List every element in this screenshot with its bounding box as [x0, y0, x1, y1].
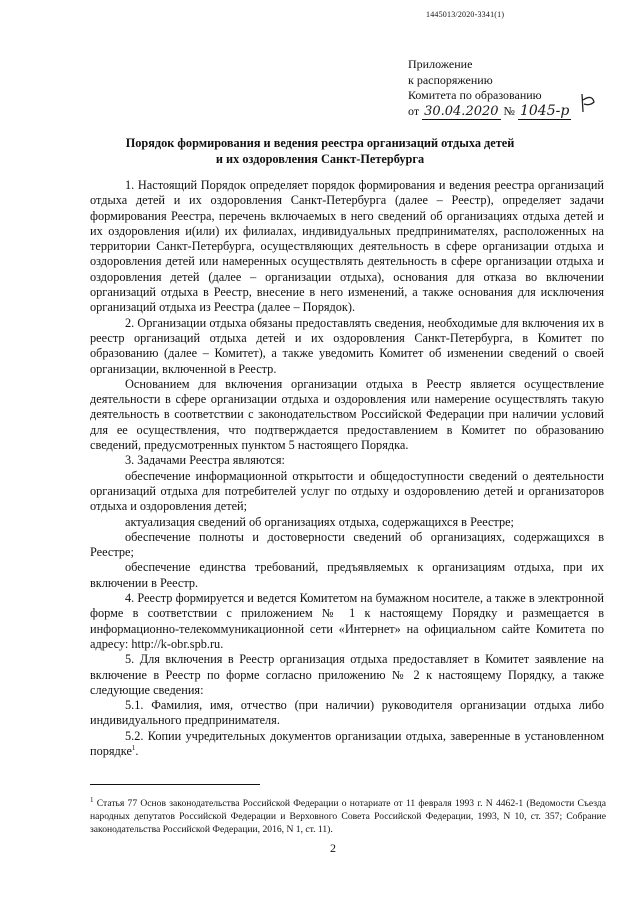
paragraph: обеспечение единства требований, предъявляемых к организациям отдыха, при их включении в Реестр.	[90, 560, 604, 590]
number-prefix: №	[503, 103, 515, 118]
paragraph: обеспечение информационной открытости и общедоступности сведений о деятельности организаций отдыха для потребителей услуг по отдыху и оздоровлению детей и организаторов отдыха и оздоровления детей;	[90, 468, 604, 514]
appendix-line: Приложение	[408, 57, 473, 71]
footnote-ref: 1	[131, 743, 136, 752]
document-id: 1445013/2020-3341(1)	[426, 10, 505, 19]
appendix-line: Комитета по образованию	[408, 88, 542, 102]
footnote-divider	[90, 784, 260, 785]
document-body	[90, 178, 604, 759]
paragraph: 5. Для включения в Реестр организация отдыха предоставляет в Комитет заявление на включение в Реестр по форме согласно приложению № 2 к настоящему Порядку, а также следующие сведения:	[90, 652, 604, 697]
paragraph: Основанием для включения организации отдыха в Реестр является осуществление деятельности в сфере организации отдыха и оздоровления или намерение осуществлять такую деятельность в соответствии с законодательством Российской Федерации при наличии условий для ее осуществления, что подтверждается предоставлением в Комитет по образованию сведений, предусмотренных пунктом 5 настоящего Порядка.	[90, 376, 604, 453]
handwritten-mark	[578, 92, 600, 116]
paragraph: 2. Организации отдыха обязаны предоставлять сведения, необходимые для включения их в реестр организаций отдыха детей и их оздоровления Санкт-Петербурга, в Комитет по образованию (далее – Комитет), а также уведомить Комитет об изменении сведений о своей организации, включенной в Реестр.	[90, 315, 604, 376]
handwritten-number: 1045-р	[519, 102, 570, 119]
document-title	[100, 136, 540, 167]
handwritten-date: 30.04.2020	[424, 103, 499, 119]
footnote-marker: 1	[90, 795, 94, 804]
date-prefix: от	[408, 103, 420, 118]
paragraph: актуализация сведений об организациях отдыха, содержащихся в Реестре;	[125, 514, 514, 529]
paragraph: 1. Настоящий Порядок определяет порядок формирования и ведения реестра организаций отдыха детей и их оздоровления Санкт-Петербурга (далее – Реестр), определяет задачи формирования Реестра, перечень включаемых в него сведений об организациях отдыха детей и их оздоровления и(или) их филиалах, индивидуальных предпринимателях, расположенных на территории Санкт-Петербурга, осуществляющих деятельность в сфере организации отдыха и оздоровления детей или намеренных осуществлять деятельность в сфере организации отдыха и оздоровления детей (далее – организации отдыха), основания для отказа во включении организаций отдыха в Реестр, внесение в него изменений, а также основания для исключения организаций отдыха из Реестра (далее – Порядок).	[90, 178, 604, 315]
paragraph: 4. Реестр формируется и ведется Комитетом на бумажном носителе, а также в электронной форме в соответствии с приложением № 1 к настоящему Порядку и размещается в информационно-телекоммуникационной сети «Интернет» на официальном сайте Комитета по адресу: http://k-obr.spb.ru.	[90, 591, 604, 651]
paragraph-text: 5.2. Копии учредительных документов организации отдыха, заверенные в установленном порядке	[90, 728, 604, 758]
footnote	[90, 797, 606, 836]
paragraph-last: 5.2. Копии учредительных документов организации отдыха, заверенные в установленном порядке$^1$.	[90, 728, 604, 758]
paragraph: 5.1. Фамилия, имя, отчество (при наличии) руководителя организации отдыха либо индивидуального предпринимателя.	[90, 698, 604, 728]
footnote-text: Статья 77 Основ законодательства Российской Федерации о нотариате от 11 февраля 1993 г. N 4462-1 (Ведомости Съезда народных депутатов Российской Федерации и Верховного Совета Российской Федерации, 1993, N 10, ст. 357; Собрание законодательства Российской Федерации, 2016, N 1, ст. 11).	[90, 798, 606, 835]
title-line-2: и их оздоровления Санкт-Петербурга	[215, 151, 425, 166]
paragraph: 3. Задачами Реестра являются:	[125, 453, 285, 468]
title-line-1: Порядок формирования и ведения реестра организаций отдыха детей	[125, 136, 515, 150]
paragraph: обеспечение полноты и достоверности сведений об организациях, содержащихся в Реестре;	[90, 529, 604, 560]
appendix-line: к распоряжению	[408, 72, 493, 87]
page-number: 2	[330, 841, 336, 855]
